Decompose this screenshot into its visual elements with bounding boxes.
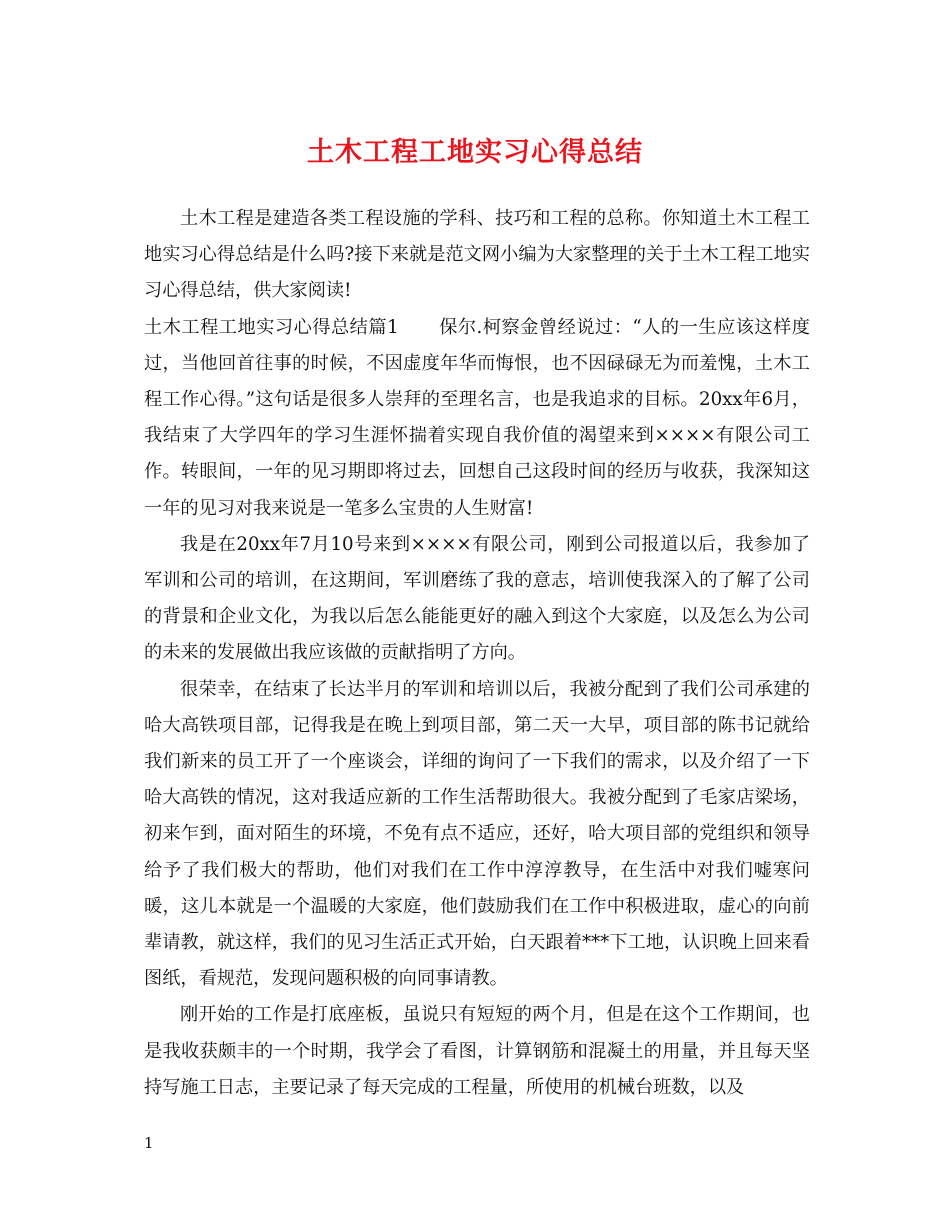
body-paragraph-project: 很荣幸，在结束了长达半月的军训和培训以后，我被分配到了我们公司承建的哈大高铁项目部，记得我是在晚上到项目部，第二天一大早，项目部的陈书记就给我们新来的员工开了一个座谈会，详细的询问了一下我们的需求，以及介绍了一下哈大高铁的情况，这对我适应新的工作生活帮助很大。我被分配到了毛家店梁场，初来乍到，面对陌生的环境，不免有点不适应，还好，哈大项目部的党组织和领导给予了我们极大的帮助，他们对我们在工作中淳淳教导，在生活中对我们嘘寒问暖，这儿本就是一个温暖的大家庭，他们鼓励我们在工作中积极进取，虚心的向前辈请教，就这样，我们的见习生活正式开始，白天跟着***下工地，认识晚上回来看图纸，看规范，发现问题积极的向同事请教。 [144,678,810,990]
body-paragraph-arrival: 我是在20xx年7月10号来到××××有限公司，刚到公司报道以后，我参加了军训和公司的培训，在这期间，军训磨练了我的意志，培训使我深入的了解了公司的背景和企业文化，为我以后怎么能能更好的融入到这个大家庭，以及怎么为公司的未来的发展做出我应该做的贡献指明了方向。 [144,533,810,664]
body-paragraph-work: 刚开始的工作是打底座板，虽说只有短短的两个月，但是在这个工作期间，也是我收获颇丰的一个时期，我学会了看图，计算钢筋和混凝土的用量，并且每天坚持写施工日志，主要记录了每天完成的工程量，所使用的机械台班数，以及 [144,1004,810,1098]
section-heading: 土木工程工地实习心得总结篇1 [144,316,399,338]
intro-paragraph: 土木工程是建造各类工程设施的学科、技巧和工程的总称。你知道土木工程工地实习心得总结是什么吗?接下来就是范文网小编为大家整理的关于土木工程工地实习心得总结，供大家阅读! [144,208,810,302]
document-body [144,201,810,1106]
section-text: 保尔.柯察金曾经说过：“人的一生应该这样度过，当他回首往事的时候，不因虚度年华而悔恨，也不因碌碌无为而羞愧，土木工程工作心得。”这句话是很多人崇拜的至理名言，也是我追求的目标。20xx年6月，我结束了大学四年的学习生涯怀揣着实现自我价值的渴望来到××××有限公司工作。转眼间，一年的见习期即将过去，回想自己这段时间的经历与收获，我深知这一年的见习对我来说是一笔多么宝贵的人生财富! [144,316,810,519]
document-title: 土木工程工地实习心得总结 [307,137,643,168]
section-paragraph [144,310,810,527]
page-number: 1 [144,1134,154,1152]
